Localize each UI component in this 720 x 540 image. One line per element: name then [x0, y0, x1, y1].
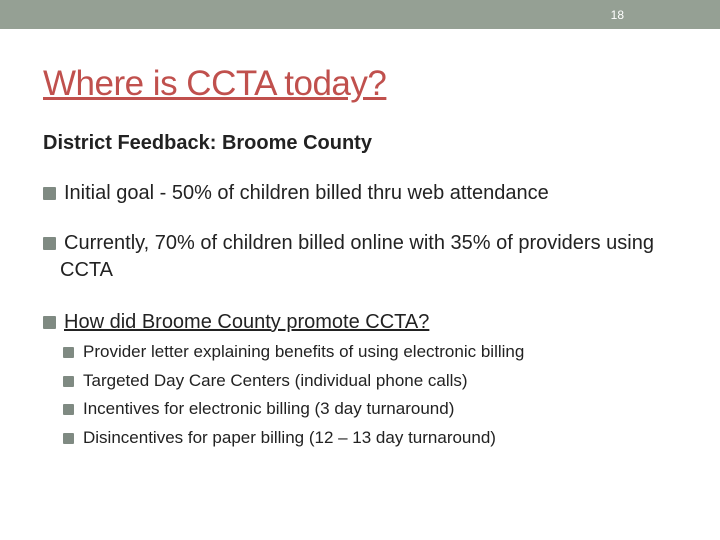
checkbox-bullet-icon	[63, 404, 74, 415]
checkbox-bullet-icon	[63, 376, 74, 387]
bullet-currently	[43, 230, 680, 284]
sub-bullet-text: Disincentives for paper billing (12 – 13 day turnaround)	[83, 428, 496, 447]
checkbox-bullet-icon	[43, 187, 56, 200]
checkbox-bullet-icon	[43, 316, 56, 329]
sub-bullet-disincentives	[63, 428, 496, 448]
bullet-text: Currently, 70% of children billed online with 35% of providers using CCTA	[60, 232, 654, 281]
sub-bullet-text: Targeted Day Care Centers (individual phone calls)	[83, 371, 468, 390]
checkbox-bullet-icon	[63, 433, 74, 444]
sub-bullet-targeted-centers	[63, 371, 468, 391]
checkbox-bullet-icon	[43, 237, 56, 250]
bullet-text: Initial goal - 50% of children billed thru web attendance	[64, 182, 549, 204]
bullet-how-promote	[43, 309, 429, 336]
slide-title: Where is CCTA today?	[43, 64, 387, 103]
top-bar	[0, 0, 720, 29]
sub-bullet-text: Provider letter explaining benefits of using electronic billing	[83, 342, 525, 361]
bullet-initial-goal	[43, 180, 549, 207]
bullet-text: How did Broome County promote CCTA?	[64, 311, 430, 333]
subheading: District Feedback: Broome County	[43, 132, 372, 154]
sub-bullet-incentives	[63, 399, 454, 419]
slide-number: 18	[610, 8, 624, 22]
checkbox-bullet-icon	[63, 347, 74, 358]
sub-bullet-provider-letter	[63, 342, 524, 362]
sub-bullet-text: Incentives for electronic billing (3 day turnaround)	[83, 399, 455, 418]
